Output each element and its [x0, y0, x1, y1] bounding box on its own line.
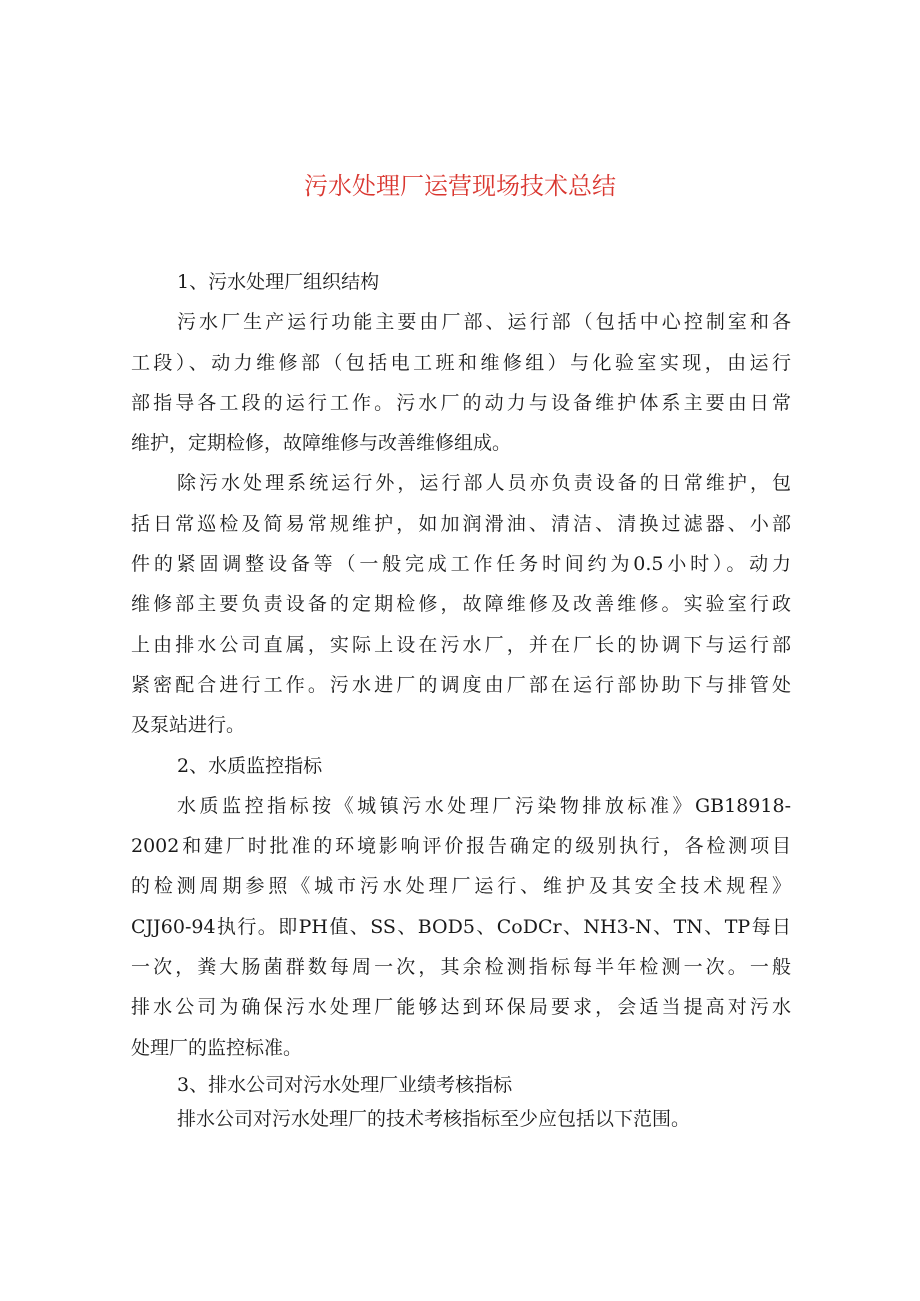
- paragraph-line: CJJ60-94执行。即PH值、SS、BOD5、CoDCr、NH3-N、TN、TP每日: [131, 915, 791, 938]
- paragraph-line: 排水公司对污水处理厂的技术考核指标至少应包括以下范围。: [177, 1107, 691, 1130]
- paragraph-line: 的检测周期参照《城市污水处理厂运行、维护及其安全技术规程》: [131, 875, 791, 898]
- document-body: [131, 262, 791, 1136]
- paragraph-line: 紧密配合进行工作。污水进厂的调度由厂部在运行部协助下与排管处: [131, 673, 791, 696]
- paragraph-line: 括日常巡检及简易常规维护，如加润滑油、清洁、清换过滤器、小部: [131, 512, 791, 535]
- paragraph-line: 除污水处理系统运行外，运行部人员亦负责设备的日常维护，包: [177, 472, 791, 495]
- paragraph-line: 上由排水公司直属，实际上设在污水厂，并在厂长的协调下与运行部: [131, 633, 791, 656]
- paragraph-line: 一次，粪大肠菌群数每周一次，其余检测指标每半年检测一次。一般: [131, 956, 791, 979]
- paragraph-line: 处理厂的监控标准。: [131, 1036, 303, 1059]
- paragraph-line: 水质监控指标按《城镇污水处理厂污染物排放标准》GB18918-: [177, 794, 791, 817]
- section-heading-3: 3、排水公司对污水处理厂业绩考核指标: [177, 1073, 513, 1096]
- paragraph-line: 及泵站进行。: [131, 714, 246, 737]
- document-title: 污水处理厂运营现场技术总结: [304, 172, 616, 200]
- paragraph-line: 排水公司为确保污水处理厂能够达到环保局要求，会适当提高对污水: [131, 996, 791, 1019]
- paragraph-line: 工段）、动力维修部（包括电工班和维修组）与化验室实现，由运行: [131, 351, 791, 374]
- section-heading-2: 2、水质监控指标: [177, 754, 323, 777]
- paragraph-line: 部指导各工段的运行工作。污水厂的动力与设备维护体系主要由日常: [131, 391, 791, 414]
- paragraph-line: 维护，定期检修，故障维修与改善维修组成。: [131, 432, 512, 455]
- paragraph-line: 维修部主要负责设备的定期检修，故障维修及改善维修。实验室行政: [131, 593, 791, 616]
- paragraph-line: 件的紧固调整设备等（一般完成工作任务时间约为0.5小时）。动力: [131, 553, 791, 576]
- section-heading-1: 1、污水处理厂组织结构: [177, 271, 380, 293]
- paragraph-line: 2002和建厂时批准的环境影响评价报告确定的级别执行，各检测项目: [131, 835, 791, 858]
- paragraph-line: 污水厂生产运行功能主要由厂部、运行部（包括中心控制室和各: [177, 311, 791, 334]
